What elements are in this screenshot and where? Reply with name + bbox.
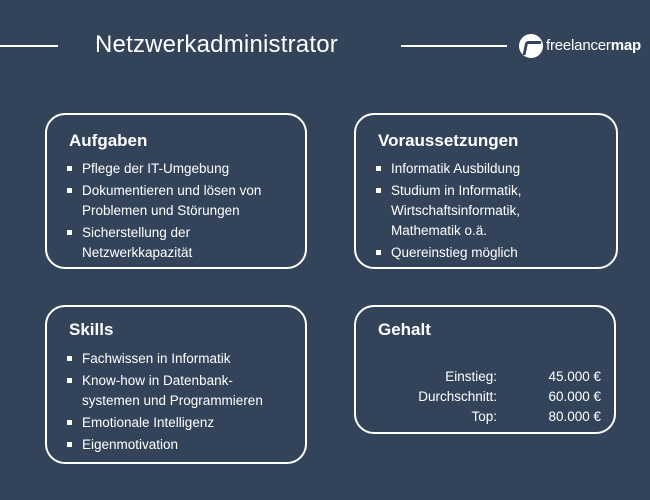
logo-prefix: freelancer (546, 37, 611, 54)
list-item: Eigenmotivation (65, 435, 305, 455)
list-item: Know-how in Datenbank- systemen und Programmieren (65, 371, 305, 411)
list-item: Fachwissen in Informatik (65, 349, 305, 369)
card-voraussetzungen (354, 113, 618, 269)
freelancermap-logo-icon (519, 34, 543, 58)
list-item: Dokumentieren und lösen von Problemen und Störungen (65, 181, 305, 221)
page-title: Netzwerkadministrator (95, 31, 338, 58)
list-item: Informatik Ausbildung (374, 159, 614, 179)
header-rule-left (0, 45, 58, 47)
freelancermap-logo (519, 33, 641, 59)
header-rule-right (401, 45, 507, 47)
salary-value: 45.000 € (548, 369, 601, 384)
salary-label: Einstieg: (445, 369, 497, 384)
salary-label: Durchschnitt: (418, 389, 497, 404)
salary-value: 60.000 € (548, 389, 601, 404)
card-skills (45, 305, 307, 464)
salary-row-top (384, 407, 601, 427)
salary-label: Top: (471, 409, 497, 424)
card-gehalt (354, 305, 616, 434)
card-title-gehalt: Gehalt (378, 320, 431, 339)
salary-table (384, 367, 601, 427)
card-aufgaben (45, 113, 307, 269)
list-item: Emotionale Intelligenz (65, 413, 305, 433)
aufgaben-list (65, 159, 305, 265)
list-item: Quereinstieg möglich (374, 243, 614, 263)
card-title-skills: Skills (69, 320, 114, 339)
card-title-voraussetzungen: Voraussetzungen (378, 131, 519, 150)
salary-row-einstieg (384, 367, 601, 387)
voraussetzungen-list (374, 159, 614, 265)
list-item: Pflege der IT-Umgebung (65, 159, 305, 179)
logo-text (546, 34, 641, 58)
card-title-aufgaben: Aufgaben (69, 131, 148, 150)
salary-row-durchschnitt (384, 387, 601, 407)
logo-suffix: map (610, 37, 641, 54)
salary-value: 80.000 € (548, 409, 601, 424)
list-item: Studium in Informatik, Wirtschaftsinformatik, Mathematik o.ä. (374, 181, 614, 241)
skills-list (65, 349, 305, 457)
list-item: Sicherstellung der Netzwerkkapazität (65, 223, 305, 263)
